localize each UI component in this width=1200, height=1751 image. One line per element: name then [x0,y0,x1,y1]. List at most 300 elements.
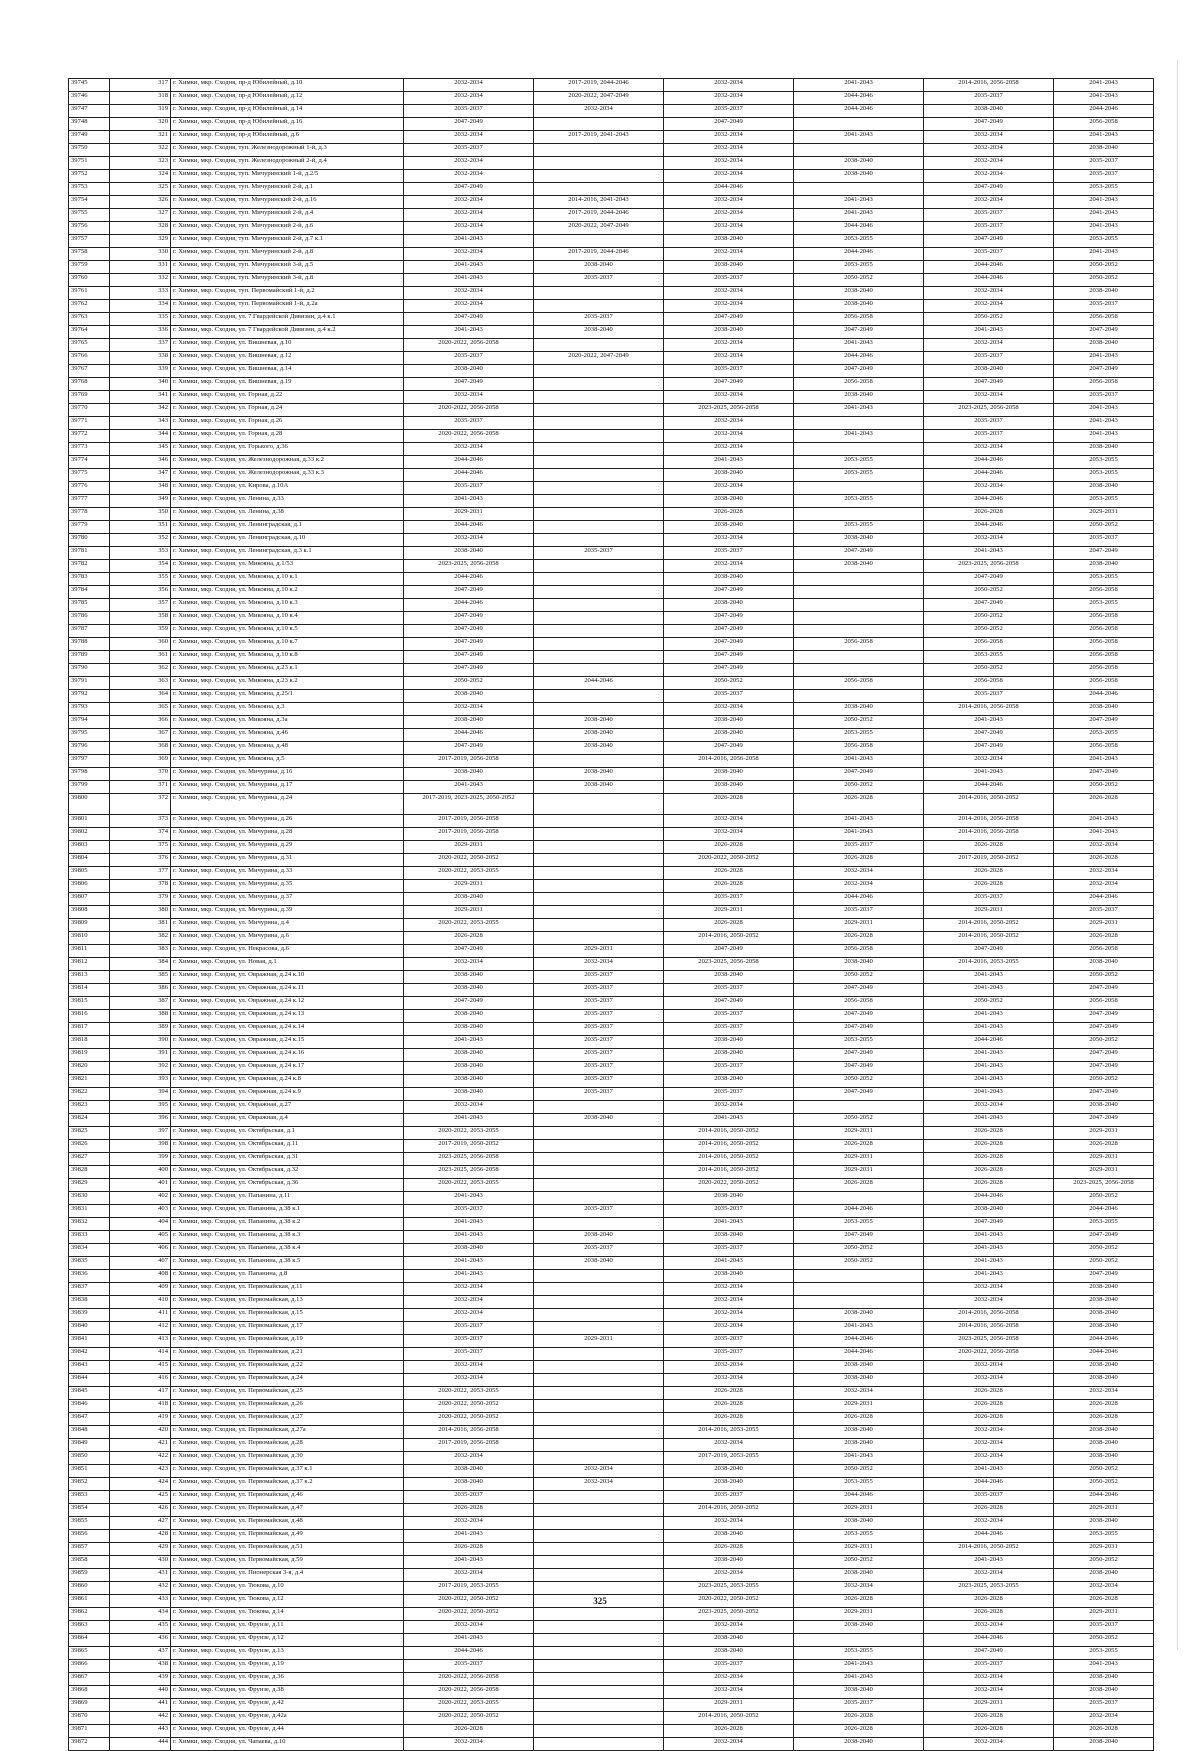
row-id-cell: 39787 [69,625,110,638]
row-id-cell: 39752 [69,170,110,183]
table-row [69,209,1154,222]
address-cell: г. Химки, мкр. Сходня, туп. Первомайский 1-й, д.2а [171,300,404,313]
row-number-cell: 389 [110,1023,171,1036]
table-row [69,469,1154,482]
row-id-cell: 39846 [69,1400,110,1413]
period-3-cell: 2032-2034 [664,339,794,352]
table-row [69,984,1154,997]
period-4-cell: 2047-2049 [794,984,924,997]
period-5-cell: 2032-2034 [924,1621,1054,1634]
address-cell: г. Химки, мкр. Сходня, ул. Фрунзе, д.36 [171,1673,404,1686]
row-number-cell: 320 [110,118,171,131]
period-4-cell [794,625,924,638]
row-id-cell: 39827 [69,1153,110,1166]
row-id-cell: 39826 [69,1140,110,1153]
table-row [69,854,1154,867]
period-6-cell: 2056-2058 [1054,118,1154,131]
row-number-cell: 331 [110,261,171,274]
row-number-cell: 333 [110,287,171,300]
row-number-cell: 436 [110,1634,171,1647]
address-cell: г. Химки, мкр. Сходня, ул. Некрасова, д.6 [171,945,404,958]
row-id-cell: 39753 [69,183,110,196]
period-2-cell [534,1712,664,1725]
period-1-cell: 2032-2034 [404,1374,534,1387]
table-row [69,196,1154,209]
address-cell: г. Химки, мкр. Сходня, туп. Первомайский 1-й, д.2 [171,287,404,300]
period-6-cell: 2041-2043 [1054,352,1154,365]
period-3-cell: 2032-2034 [664,1569,794,1582]
period-1-cell: 2035-2037 [404,1348,534,1361]
period-5-cell: 2041-2043 [924,1049,1054,1062]
period-2-cell [534,599,664,612]
period-3-cell: 2032-2034 [664,1686,794,1699]
period-5-cell: 2041-2043 [924,1244,1054,1257]
period-4-cell: 2041-2043 [794,196,924,209]
period-5-cell: 2035-2037 [924,893,1054,906]
period-6-cell: 2053-2055 [1054,456,1154,469]
period-1-cell: 2038-2040 [404,1478,534,1491]
period-6-cell: 2029-2031 [1054,1127,1154,1140]
row-id-cell: 39754 [69,196,110,209]
period-4-cell: 2041-2043 [794,131,924,144]
period-1-cell: 2047-2049 [404,638,534,651]
period-3-cell: 2035-2037 [664,547,794,560]
period-2-cell [534,1556,664,1569]
row-number-cell: 392 [110,1062,171,1075]
period-3-cell: 2035-2037 [664,1088,794,1101]
period-4-cell: 2041-2043 [794,755,924,768]
address-cell: г. Химки, мкр. Сходня, ул. Первомайская, д.22 [171,1361,404,1374]
period-3-cell: 2038-2040 [664,495,794,508]
table-row [69,183,1154,196]
row-number-cell: 358 [110,612,171,625]
period-4-cell: 2050-2052 [794,1556,924,1569]
table-row [69,274,1154,287]
address-cell: г. Химки, мкр. Сходня, ул. Мичурина, д.35 [171,880,404,893]
period-4-cell: 2041-2043 [794,1452,924,1465]
row-id-cell: 39791 [69,677,110,690]
table-row [69,92,1154,105]
period-4-cell: 2053-2055 [794,729,924,742]
period-6-cell: 2035-2037 [1054,534,1154,547]
row-id-cell: 39808 [69,906,110,919]
period-5-cell: 2050-2052 [924,612,1054,625]
address-cell: г. Химки, мкр. Сходня, ул. Новая, д.1 [171,958,404,971]
row-number-cell: 344 [110,430,171,443]
period-6-cell: 2053-2055 [1054,1218,1154,1231]
address-cell: г. Химки, мкр. Сходня, ул. Горная, д.26 [171,417,404,430]
period-1-cell: 2035-2037 [404,1491,534,1504]
period-2-cell [534,932,664,945]
row-number-cell: 440 [110,1686,171,1699]
period-1-cell: 2035-2037 [404,1335,534,1348]
table-row [69,1062,1154,1075]
table-row [69,79,1154,92]
period-6-cell: 2038-2040 [1054,482,1154,495]
row-id-cell: 39837 [69,1283,110,1296]
period-3-cell: 2038-2040 [664,1036,794,1049]
period-5-cell: 2044-2046 [924,781,1054,794]
row-number-cell: 317 [110,79,171,92]
period-4-cell: 2032-2034 [794,1582,924,1595]
period-1-cell: 2029-2031 [404,841,534,854]
period-5-cell: 2050-2052 [924,664,1054,677]
period-4-cell [794,1283,924,1296]
row-id-cell: 39755 [69,209,110,222]
table-row [69,612,1154,625]
row-id-cell: 39823 [69,1101,110,1114]
row-id-cell: 39835 [69,1257,110,1270]
period-4-cell: 2047-2049 [794,1010,924,1023]
period-6-cell: 2038-2040 [1054,1439,1154,1452]
period-6-cell: 2050-2052 [1054,1192,1154,1205]
period-6-cell: 2029-2031 [1054,919,1154,932]
period-4-cell: 2053-2055 [794,235,924,248]
period-1-cell: 2047-2049 [404,997,534,1010]
period-2-cell [534,534,664,547]
period-3-cell: 2032-2034 [664,815,794,828]
row-number-cell: 356 [110,586,171,599]
period-3-cell: 2038-2040 [664,1049,794,1062]
period-3-cell: 2014-2016, 2053-2055 [664,1426,794,1439]
table-row [69,703,1154,716]
row-id-cell: 39862 [69,1608,110,1621]
period-1-cell: 2020-2022, 2053-2055 [404,1127,534,1140]
period-3-cell: 2014-2016, 2050-2052 [664,1504,794,1517]
period-2-cell [534,521,664,534]
row-id-cell: 39795 [69,729,110,742]
period-4-cell: 2038-2040 [794,958,924,971]
period-6-cell: 2032-2034 [1054,1582,1154,1595]
period-2-cell [534,508,664,521]
table-row [69,300,1154,313]
period-1-cell: 2038-2040 [404,716,534,729]
schedule-table-body [69,79,1154,1751]
period-1-cell: 2020-2022, 2056-2058 [404,430,534,443]
period-3-cell: 2047-2049 [664,651,794,664]
row-id-cell: 39811 [69,945,110,958]
period-5-cell: 2044-2046 [924,1530,1054,1543]
period-6-cell: 2035-2037 [1054,170,1154,183]
address-cell: г. Химки, мкр. Сходня, ул. Горная, д.22 [171,391,404,404]
address-cell: г. Химки, мкр. Сходня, ул. Горная, д.28 [171,430,404,443]
period-3-cell: 2026-2028 [664,794,794,815]
period-2-cell: 2029-2031 [534,945,664,958]
row-id-cell: 39836 [69,1270,110,1283]
row-id-cell: 39861 [69,1595,110,1608]
period-2-cell [534,1101,664,1114]
period-3-cell: 2038-2040 [664,971,794,984]
period-6-cell: 2038-2040 [1054,1361,1154,1374]
period-3-cell: 2035-2037 [664,984,794,997]
period-1-cell: 2035-2037 [404,352,534,365]
period-6-cell: 2029-2031 [1054,508,1154,521]
period-4-cell: 2029-2031 [794,919,924,932]
period-4-cell: 2047-2049 [794,326,924,339]
period-6-cell: 2032-2034 [1054,1712,1154,1725]
period-6-cell: 2032-2034 [1054,867,1154,880]
row-id-cell: 39829 [69,1179,110,1192]
period-1-cell: 2035-2037 [404,1205,534,1218]
period-1-cell: 2035-2037 [404,105,534,118]
table-row [69,1244,1154,1257]
table-row [69,352,1154,365]
period-5-cell: 2041-2043 [924,716,1054,729]
period-3-cell: 2032-2034 [664,1283,794,1296]
table-row [69,945,1154,958]
row-number-cell: 424 [110,1478,171,1491]
row-id-cell: 39780 [69,534,110,547]
table-row [69,1036,1154,1049]
period-3-cell: 2041-2043 [664,456,794,469]
period-1-cell: 2017-2019, 2056-2058 [404,1439,534,1452]
period-3-cell: 2032-2034 [664,196,794,209]
period-3-cell: 2032-2034 [664,300,794,313]
period-2-cell [534,1426,664,1439]
period-1-cell: 2017-2019, 2050-2052 [404,1140,534,1153]
period-6-cell: 2047-2049 [1054,716,1154,729]
period-5-cell: 2035-2037 [924,92,1054,105]
address-cell: г. Химки, мкр. Сходня, ул. Октябрьская, д.11 [171,1140,404,1153]
row-id-cell: 39745 [69,79,110,92]
period-4-cell: 2041-2043 [794,1673,924,1686]
period-2-cell [534,560,664,573]
address-cell: г. Химки, мкр. Сходня, ул. Первомайская, д.15 [171,1309,404,1322]
address-cell: г. Химки, мкр. Сходня, ул. Вишневая, д.14 [171,365,404,378]
address-cell: г. Химки, мкр. Сходня, ул. Октябрьская, д.31 [171,1153,404,1166]
period-6-cell: 2023-2025, 2056-2058 [1054,1179,1154,1192]
period-1-cell: 2035-2037 [404,144,534,157]
period-2-cell: 2035-2037 [534,313,664,326]
period-5-cell: 2032-2034 [924,1101,1054,1114]
period-5-cell: 2026-2028 [924,1166,1054,1179]
period-6-cell: 2038-2040 [1054,443,1154,456]
row-number-cell: 410 [110,1296,171,1309]
period-4-cell: 2044-2046 [794,352,924,365]
period-2-cell: 2017-2019, 2041-2043 [534,131,664,144]
period-4-cell: 2026-2028 [794,1712,924,1725]
period-2-cell [534,300,664,313]
period-5-cell: 2026-2028 [924,1712,1054,1725]
period-2-cell [534,469,664,482]
period-1-cell: 2041-2043 [404,235,534,248]
period-3-cell: 2038-2040 [664,1478,794,1491]
period-6-cell: 2026-2028 [1054,932,1154,945]
period-3-cell: 2032-2034 [664,144,794,157]
address-cell: г. Химки, мкр. Сходня, туп. Мичуринский 2-й, д.1 [171,183,404,196]
address-cell: г. Химки, мкр. Сходня, ул. Овражная, д.24 к.12 [171,997,404,1010]
period-1-cell: 2032-2034 [404,248,534,261]
period-4-cell: 2032-2034 [794,880,924,893]
period-5-cell: 2044-2046 [924,456,1054,469]
period-4-cell: 2056-2058 [794,997,924,1010]
period-2-cell: 2038-2040 [534,716,664,729]
row-number-cell: 325 [110,183,171,196]
period-3-cell: 2017-2019, 2053-2055 [664,1452,794,1465]
address-cell: г. Химки, мкр. Сходня, ул. Первомайская, д.47 [171,1504,404,1517]
period-3-cell: 2032-2034 [664,1621,794,1634]
table-row [69,1348,1154,1361]
period-5-cell: 2026-2028 [924,1595,1054,1608]
period-4-cell: 2053-2055 [794,1478,924,1491]
period-5-cell: 2014-2016, 2053-2055 [924,958,1054,971]
address-cell: г. Химки, мкр. Сходня, ул. Фрунзе, д.44 [171,1725,404,1738]
period-4-cell: 2047-2049 [794,1231,924,1244]
address-cell: г. Химки, мкр. Сходня, ул. Мичурина, д.17 [171,781,404,794]
period-6-cell: 2044-2046 [1054,1348,1154,1361]
period-5-cell: 2023-2025, 2056-2058 [924,1335,1054,1348]
row-id-cell: 39869 [69,1699,110,1712]
period-6-cell: 2041-2043 [1054,79,1154,92]
row-id-cell: 39768 [69,378,110,391]
address-cell: г. Химки, мкр. Сходня, ул. Ленинградская, д.3 к.1 [171,547,404,560]
row-number-cell: 353 [110,547,171,560]
period-5-cell: 2026-2028 [924,1504,1054,1517]
period-6-cell: 2026-2028 [1054,1725,1154,1738]
row-id-cell: 39815 [69,997,110,1010]
page-number: 325 [593,1596,607,1606]
row-number-cell: 365 [110,703,171,716]
period-1-cell: 2044-2046 [404,521,534,534]
period-3-cell: 2032-2034 [664,209,794,222]
period-6-cell: 2038-2040 [1054,1283,1154,1296]
address-cell: г. Химки, мкр. Сходня, ул. Мичурина, д.39 [171,906,404,919]
table-row [69,1296,1154,1309]
address-cell: г. Химки, мкр. Сходня, ул. Мичурина, д.24 [171,794,404,815]
period-6-cell: 2053-2055 [1054,495,1154,508]
row-id-cell: 39758 [69,248,110,261]
period-1-cell: 2038-2040 [404,690,534,703]
period-2-cell: 2032-2034 [534,1478,664,1491]
period-4-cell: 2038-2040 [794,287,924,300]
period-2-cell [534,183,664,196]
table-row [69,1725,1154,1738]
period-6-cell: 2032-2034 [1054,1387,1154,1400]
address-cell: г. Химки, мкр. Сходня, ул. Первомайская, д.27 [171,1413,404,1426]
period-1-cell: 2020-2022, 2053-2055 [404,867,534,880]
period-1-cell: 2020-2022, 2050-2052 [404,1712,534,1725]
address-cell: г. Химки, мкр. Сходня, ул. Папанина, д.38 к.5 [171,1257,404,1270]
address-cell: г. Химки, мкр. Сходня, ул. Фрунзе, д.11 [171,1621,404,1634]
row-id-cell: 39762 [69,300,110,313]
period-1-cell: 2041-2043 [404,326,534,339]
table-row [69,1166,1154,1179]
period-6-cell: 2044-2046 [1054,893,1154,906]
table-row [69,1075,1154,1088]
period-3-cell: 2047-2049 [664,378,794,391]
period-1-cell: 2032-2034 [404,1283,534,1296]
period-5-cell: 2026-2028 [924,880,1054,893]
table-row [69,1387,1154,1400]
period-6-cell: 2041-2043 [1054,248,1154,261]
row-number-cell: 418 [110,1400,171,1413]
address-cell: г. Химки, мкр. Сходня, ул. Микояна, д.23 к.1 [171,664,404,677]
table-row [69,1712,1154,1725]
period-5-cell: 2044-2046 [924,1036,1054,1049]
period-4-cell: 2050-2052 [794,274,924,287]
row-id-cell: 39857 [69,1543,110,1556]
period-4-cell: 2050-2052 [794,716,924,729]
table-row [69,482,1154,495]
period-2-cell: 2035-2037 [534,1244,664,1257]
row-number-cell: 385 [110,971,171,984]
period-5-cell: 2035-2037 [924,1491,1054,1504]
period-1-cell: 2032-2034 [404,1621,534,1634]
period-4-cell: 2050-2052 [794,1244,924,1257]
table-row [69,651,1154,664]
row-number-cell: 372 [110,794,171,815]
address-cell: г. Химки, мкр. Сходня, ул. Горная, д.24 [171,404,404,417]
period-2-cell [534,919,664,932]
address-cell: г. Химки, мкр. Сходня, ул. Первомайская, д.27а [171,1426,404,1439]
address-cell: г. Химки, мкр. Сходня, ул. Микояна, д.23 к.2 [171,677,404,690]
row-id-cell: 39804 [69,854,110,867]
address-cell: г. Химки, мкр. Сходня, ул. Первомайская, д.13 [171,1296,404,1309]
period-1-cell: 2044-2046 [404,469,534,482]
period-2-cell [534,1582,664,1595]
row-number-cell: 336 [110,326,171,339]
period-6-cell: 2041-2043 [1054,1660,1154,1673]
period-1-cell: 2017-2019, 2053-2055 [404,1582,534,1595]
table-row [69,157,1154,170]
period-6-cell: 2050-2052 [1054,1478,1154,1491]
period-2-cell [534,1361,664,1374]
address-cell: г. Химки, мкр. Сходня, ул. 7 Гвардейской Дивизии, д.4 к.2 [171,326,404,339]
period-1-cell: 2032-2034 [404,131,534,144]
row-number-cell: 411 [110,1309,171,1322]
period-1-cell: 2026-2028 [404,1543,534,1556]
period-3-cell: 2032-2034 [664,1101,794,1114]
period-4-cell: 2053-2055 [794,261,924,274]
period-2-cell [534,1374,664,1387]
period-5-cell: 2032-2034 [924,287,1054,300]
period-2-cell [534,638,664,651]
period-3-cell: 2047-2049 [664,118,794,131]
period-4-cell: 2038-2040 [794,1621,924,1634]
address-cell: г. Химки, мкр. Сходня, ул. Первомайская, д.11 [171,1283,404,1296]
period-1-cell: 2032-2034 [404,92,534,105]
address-cell: г. Химки, мкр. Сходня, ул. Октябрьская, д.36 [171,1179,404,1192]
period-6-cell: 2038-2040 [1054,1426,1154,1439]
period-4-cell [794,508,924,521]
row-id-cell: 39805 [69,867,110,880]
period-3-cell: 2032-2034 [664,131,794,144]
row-number-cell: 330 [110,248,171,261]
period-4-cell: 2050-2052 [794,1465,924,1478]
row-number-cell: 384 [110,958,171,971]
period-3-cell: 2032-2034 [664,430,794,443]
row-number-cell: 404 [110,1218,171,1231]
row-id-cell: 39773 [69,443,110,456]
address-cell: г. Химки, мкр. Сходня, ул. Папанина, д.38 к.2 [171,1218,404,1231]
table-row [69,1192,1154,1205]
period-1-cell: 2032-2034 [404,222,534,235]
address-cell: г. Химки, мкр. Сходня, ул. Тюкова, д.14 [171,1608,404,1621]
row-number-cell: 334 [110,300,171,313]
period-4-cell [794,1296,924,1309]
period-3-cell: 2026-2028 [664,1387,794,1400]
period-4-cell: 2035-2037 [794,906,924,919]
period-1-cell: 2017-2019, 2056-2058 [404,815,534,828]
row-id-cell: 39858 [69,1556,110,1569]
row-id-cell: 39832 [69,1218,110,1231]
period-3-cell: 2035-2037 [664,105,794,118]
period-2-cell [534,794,664,815]
row-id-cell: 39847 [69,1413,110,1426]
period-3-cell: 2014-2016, 2050-2052 [664,1127,794,1140]
period-6-cell: 2047-2049 [1054,365,1154,378]
table-row [69,1673,1154,1686]
